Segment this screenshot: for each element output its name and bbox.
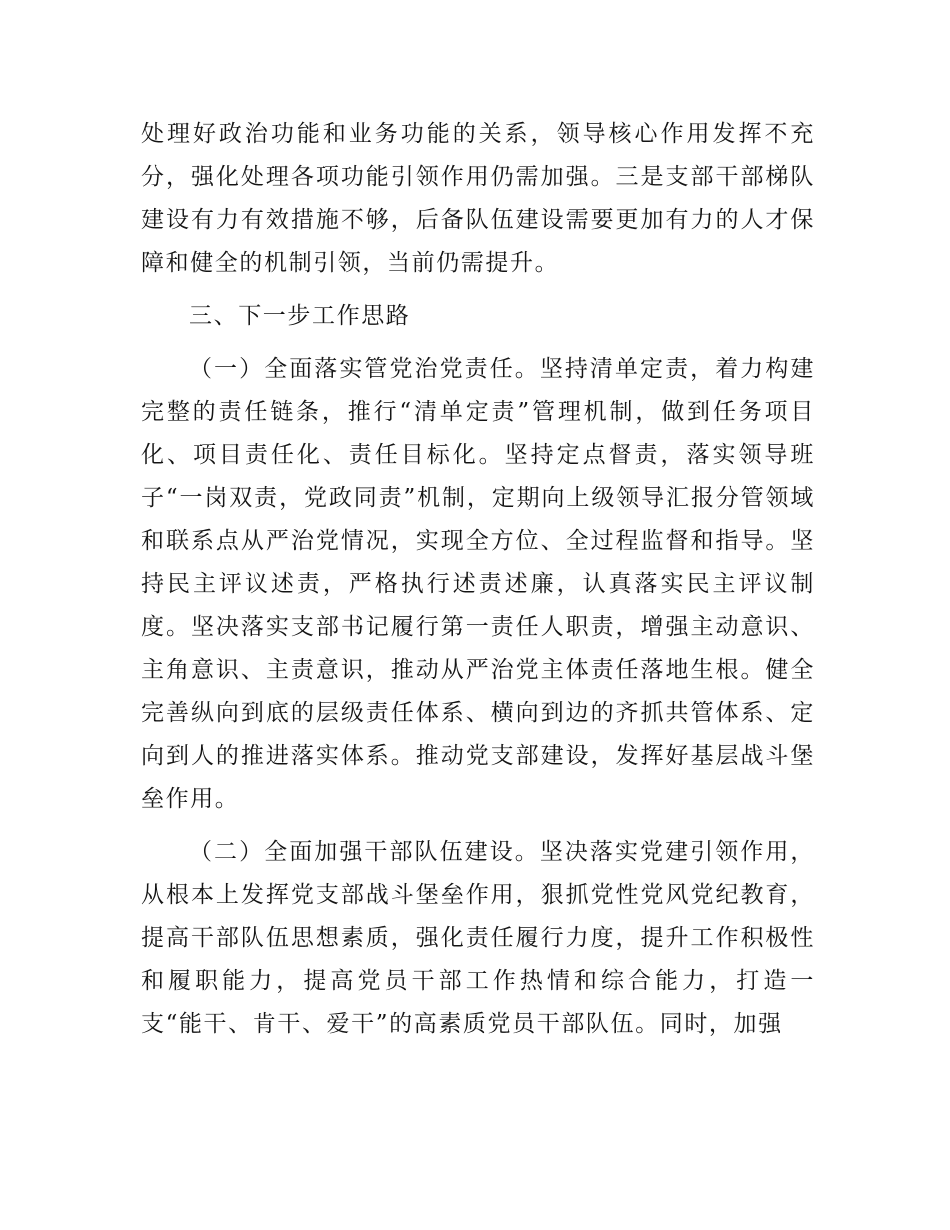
body-paragraph-cadre-team: （二）全面加强干部队伍建设。坚决落实党建引领作用，从根本上发挥党支部战斗堡垒作用，狠抓党性党风党纪教育，提高干部队伍思想素质，强化责任履行力度，提升工作积极性和履职能力，提高党员干部工作热情和综合能力，打造一支“能干、肯干、爱干”的高素质党员干部队伍。同时，加强 [141,839,815,1037]
body-paragraph-continued: 处理好政治功能和业务功能的关系，领导核心作用发挥不充分，强化处理各项功能引领作用仍需加强。三是支部干部梯队建设有力有效措施不够，后备队伍建设需要更加有力的人才保障和健全的机制引领，当前仍需提升。 [141,121,815,276]
body-paragraph-party-responsibility: （一）全面落实管党治党责任。坚持清单定责，着力构建完整的责任链条，推行“清单定责”管理机制，做到任务项目化、项目责任化、责任目标化。坚持定点督责，落实领导班子“一岗双责，党政同责”机制，定期向上级领导汇报分管领域和联系点从严治党情况，实现全方位、全过程监督和指导。坚持民主评议述责，严格执行述责述廉，认真落实民主评议制度。坚决落实支部书记履行第一责任人职责，增强主动意识、主角意识、主责意识，推动从严治党主体责任落地生根。健全完善纵向到底的层级责任体系、横向到边的齐抓共管体系、定向到人的推进落实体系。推动党支部建设，发挥好基层战斗堡垒作用。 [141,356,815,812]
section-heading-next-steps: 三、下一步工作思路 [189,303,411,329]
